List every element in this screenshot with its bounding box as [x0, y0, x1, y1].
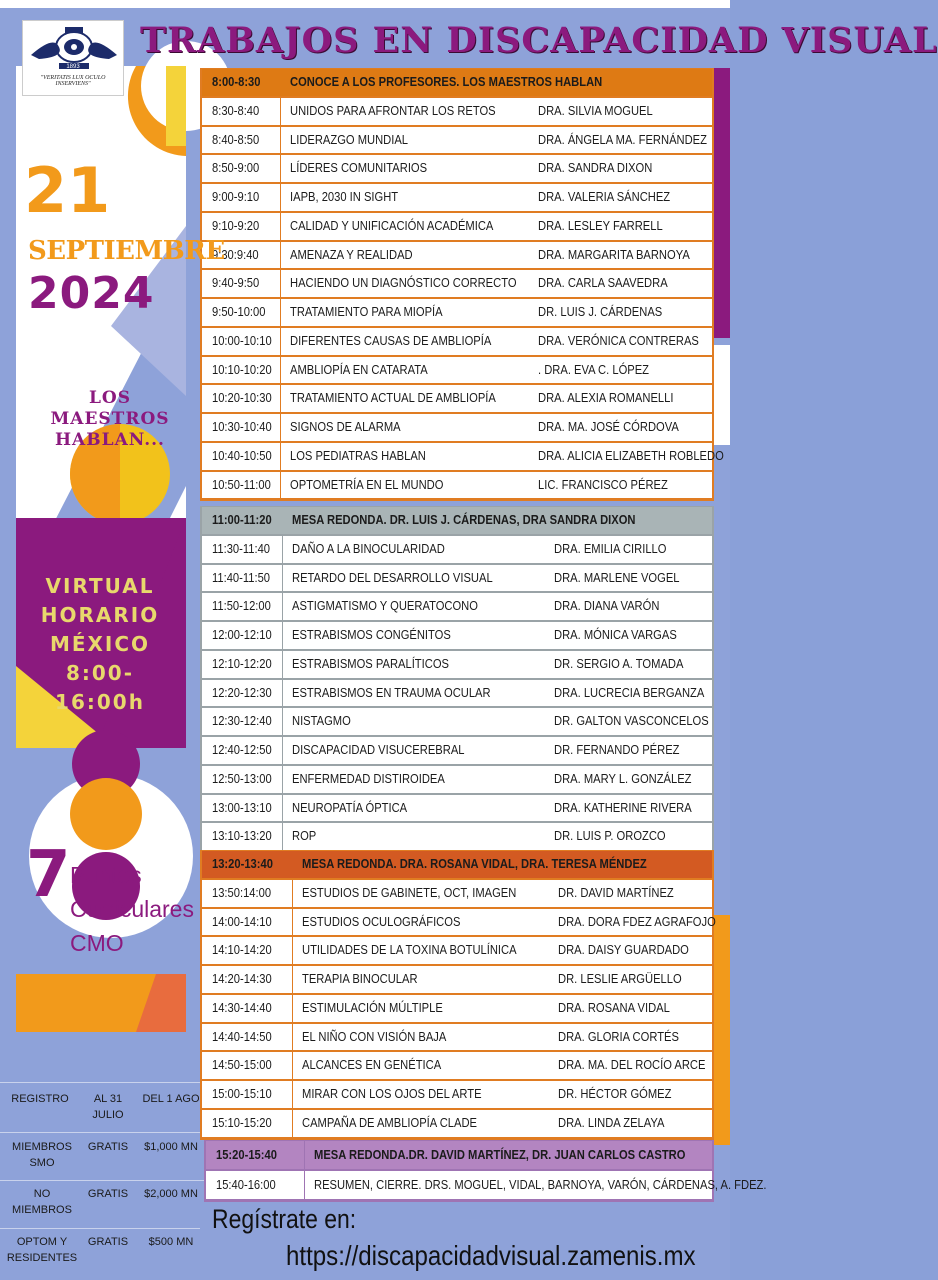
reg-cell: NO MIEMBROS	[12, 1188, 72, 1216]
reg-header: AL 31 JULIO	[92, 1093, 124, 1121]
session-speaker: DRA. ALICIA ELIZABETH ROBLEDO	[538, 447, 724, 463]
schedule-row	[206, 1171, 767, 1199]
cell-divider	[280, 184, 281, 211]
session-topic: TRATAMIENTO PARA MIOPÍA	[290, 304, 443, 319]
session-speaker: DRA. ROSANA VIDAL	[558, 999, 670, 1015]
cell-divider	[280, 155, 281, 182]
cell-divider	[304, 1141, 305, 1169]
register-url-link[interactable]: https://discapacidadvisual.zamenis.mx	[286, 1240, 696, 1271]
schedule-row	[202, 795, 712, 822]
cell-divider	[292, 880, 293, 907]
reg-cell: $2,000 MN	[144, 1188, 198, 1200]
session-time: 10:50-11:00	[212, 476, 271, 492]
session-topic: IAPB, 2030 IN SIGHT	[290, 189, 399, 204]
session-time: 9:30:9:40	[212, 246, 259, 262]
session-topic: ESTRABISMOS CONGÉNITOS	[292, 627, 451, 642]
session-topic: CONOCE A LOS PROFESORES. LOS MAESTROS HABLAN	[290, 74, 603, 89]
session-topic: AMBLIOPÍA EN CATARATA	[290, 361, 428, 377]
reg-row	[0, 1132, 204, 1180]
cell-divider	[292, 1081, 293, 1108]
virtual-line: VIRTUAL	[45, 574, 155, 598]
session-topic: UTILIDADES DE LA TOXINA BOTULÍNICA	[302, 942, 517, 958]
date-year: 2024	[28, 268, 155, 319]
points-line: Curriculares	[70, 896, 194, 922]
cell-divider	[282, 593, 283, 620]
session-speaker: LIC. FRANCISCO PÉREZ	[538, 476, 668, 492]
reg-header-row	[0, 1082, 204, 1130]
cell-divider	[292, 1110, 293, 1137]
session-time: 11:00-11:20	[212, 512, 272, 527]
reg-cell: MIEMBROS SMO	[12, 1141, 72, 1169]
reg-cell: $500 MN	[148, 1236, 194, 1248]
session-time: 9:50-10:00	[212, 304, 266, 319]
session-speaker: DR. LESLIE ARGÜELLO	[558, 971, 682, 986]
session-topic: MIRAR CON LOS OJOS DEL ARTE	[302, 1086, 482, 1101]
session-speaker: DRA. LESLEY FARRELL	[538, 217, 663, 233]
cell-divider	[280, 270, 281, 297]
reg-header: DEL 1 AGO	[142, 1093, 200, 1105]
session-time: 13:20-13:40	[212, 856, 273, 871]
session-topic: ESTIMULACIÓN MÚLTIPLE	[302, 999, 443, 1015]
session-time: 8:40-8:50	[212, 131, 260, 147]
session-topic: ESTUDIOS OCULOGRÁFICOS	[302, 913, 461, 929]
tagline-line: HABLAN...	[55, 430, 165, 450]
cell-divider	[304, 1171, 305, 1199]
session-speaker: DR. HÉCTOR GÓMEZ	[558, 1086, 672, 1101]
session-speaker: DR. DAVID MARTÍNEZ	[558, 884, 674, 900]
cell-divider	[282, 766, 283, 793]
schedule-header-row	[202, 507, 712, 534]
session-topic: EL NIÑO CON VISIÓN BAJA	[302, 1028, 447, 1044]
schedule-row	[202, 565, 712, 592]
schedule-row	[202, 1110, 712, 1137]
schedule-row	[202, 98, 712, 125]
session-topic: RESUMEN, CIERRE. DRS. MOGUEL, VIDAL, BARNOYA, VARÓN, CÁRDENAS, A. FDEZ.	[314, 1177, 767, 1192]
points-number: 7	[26, 838, 71, 912]
session-speaker: DRA. DAISY GUARDADO	[558, 942, 689, 958]
session-speaker: DRA. VERÓNICA CONTRERAS	[538, 332, 699, 348]
session-time: 11:30-11:40	[212, 540, 271, 556]
session-topic: DAÑO A LA BINOCULARIDAD	[292, 540, 445, 556]
session-speaker: DR. LUIS P. OROZCO	[554, 828, 666, 844]
schedule-row	[202, 184, 712, 211]
session-topic: CAMPAÑA DE AMBLIOPÍA CLADE	[302, 1114, 478, 1130]
session-topic: TRATAMIENTO ACTUAL DE AMBLIOPÍA	[290, 390, 496, 406]
schedule-block	[200, 68, 724, 501]
session-time: 14:40-14:50	[212, 1028, 272, 1044]
session-topic: MESA REDONDA. DR. LUIS J. CÁRDENAS, DRA SANDRA DIXON	[292, 512, 636, 527]
session-topic: ROP	[292, 828, 317, 844]
session-time: 10:00-10:10	[212, 332, 272, 348]
session-time: 12:20-12:30	[212, 684, 272, 700]
session-topic: ESTUDIOS DE GABINETE, OCT, IMAGEN	[302, 884, 517, 900]
virtual-line: MÉXICO	[49, 632, 151, 656]
schedule-row	[202, 242, 712, 269]
cell-divider	[282, 536, 283, 563]
session-topic: NISTAGMO	[292, 713, 351, 729]
session-time: 8:00-8:30	[212, 74, 261, 89]
session-time: 9:00-9:10	[212, 189, 260, 204]
session-topic: CALIDAD Y UNIFICACIÓN ACADÉMICA	[290, 217, 494, 233]
session-topic: NEUROPATÍA ÓPTICA	[292, 799, 408, 815]
session-topic: ESTRABISMOS EN TRAUMA OCULAR	[292, 684, 491, 700]
register-label: Regístrate en:	[212, 1204, 357, 1234]
points-text	[70, 858, 194, 960]
virtual-schedule	[30, 572, 170, 717]
session-speaker: DRA. CARLA SAAVEDRA	[538, 275, 668, 291]
session-time: 12:00-12:10	[212, 627, 272, 642]
schedule-row	[202, 622, 712, 649]
cell-divider	[280, 242, 281, 269]
logo-motto: "VERITATIS LUX OCULO INSERVIENS"	[40, 75, 106, 87]
schedule-row	[202, 1052, 712, 1079]
session-speaker: DRA. SILVIA MOGUEL	[538, 102, 653, 118]
cell-divider	[282, 708, 283, 735]
cell-divider	[280, 299, 281, 326]
cell-divider	[292, 995, 293, 1022]
session-speaker: DRA. MARY L. GONZÁLEZ	[554, 770, 692, 786]
cell-divider	[280, 127, 281, 154]
cell-divider	[282, 795, 283, 822]
session-speaker: DRA. KATHERINE RIVERA	[554, 799, 692, 815]
cell-divider	[292, 1052, 293, 1079]
session-time: 15:40-16:00	[216, 1177, 276, 1192]
cell-divider	[280, 472, 281, 499]
session-speaker: DRA. MÓNICA VARGAS	[554, 627, 677, 642]
session-speaker: DRA. EMILIA CIRILLO	[554, 540, 667, 556]
schedule-row	[202, 708, 712, 735]
session-speaker: DRA. LUCRECIA BERGANZA	[554, 684, 705, 700]
session-time: 12:50-13:00	[212, 770, 272, 786]
schedule-row	[202, 593, 712, 620]
session-time: 10:40-10:50	[212, 447, 272, 463]
session-topic: LÍDERES COMUNITARIOS	[290, 160, 428, 176]
cell-divider	[280, 328, 281, 355]
schedule-row	[202, 651, 712, 678]
schedule-block	[200, 850, 714, 1140]
session-time: 14:00-14:10	[212, 913, 272, 929]
schedule-row	[202, 1024, 712, 1051]
session-time: 14:50-15:00	[212, 1057, 272, 1073]
cell-divider	[282, 823, 283, 850]
reg-cell: GRATIS	[87, 1236, 129, 1248]
session-time: 12:30-12:40	[212, 713, 272, 729]
session-topic: OPTOMETRÍA EN EL MUNDO	[290, 476, 444, 492]
virtual-line: 8:00-16:00h	[55, 661, 145, 714]
session-time: 9:10-9:20	[212, 217, 260, 233]
session-speaker: DRA. VALERIA SÁNCHEZ	[538, 189, 671, 204]
session-time: 8:30-8:40	[212, 102, 260, 118]
page-title: TRABAJOS EN DISCAPACIDAD VISUAL	[140, 20, 938, 61]
session-speaker: DR. FERNANDO PÉREZ	[554, 742, 680, 757]
session-speaker: DRA. DIANA VARÓN	[554, 598, 660, 614]
session-topic: ASTIGMATISMO Y QUERATOCONO	[292, 598, 478, 614]
session-topic: ESTRABISMOS PARALÍTICOS	[292, 655, 449, 671]
schedule-row	[202, 880, 712, 907]
session-time: 12:40-12:50	[212, 742, 272, 757]
schedule-row	[202, 766, 712, 793]
session-topic: ALCANCES EN GENÉTICA	[302, 1057, 442, 1073]
schedule-row	[202, 357, 712, 384]
schedule-row	[202, 127, 712, 154]
session-topic: UNIDOS PARA AFRONTAR LOS RETOS	[290, 102, 496, 118]
tagline-line: LOS	[88, 388, 132, 408]
schedule-row	[202, 1081, 712, 1108]
schedule-row	[202, 536, 712, 563]
session-speaker: DRA. MARGARITA BARNOYA	[538, 246, 690, 262]
reg-row	[0, 1180, 204, 1228]
session-time: 15:00-15:10	[212, 1086, 272, 1101]
session-time: 15:20-15:40	[216, 1147, 277, 1162]
session-topic: MESA REDONDA. DRA. ROSANA VIDAL, DRA. TERESA MÉNDEZ	[302, 856, 647, 871]
schedule-row	[202, 937, 712, 964]
session-speaker: DRA. MA. DEL ROCÍO ARCE	[558, 1057, 706, 1073]
schedule-row	[202, 270, 712, 297]
schedule-row	[202, 414, 712, 441]
schedule-header-row	[202, 69, 712, 96]
virtual-line: HORARIO	[40, 603, 160, 627]
date-day: 21	[24, 154, 111, 227]
schedule-row	[202, 966, 712, 993]
reg-cell: GRATIS	[87, 1141, 129, 1153]
schedule-row	[202, 737, 712, 764]
points-line: Puntos	[70, 862, 142, 888]
reg-header: REGISTRO	[11, 1093, 69, 1105]
session-time: 9:40-9:50	[212, 275, 260, 291]
schedule-row	[202, 328, 712, 355]
schedule-row	[202, 472, 712, 499]
session-topic: LIDERAZGO MUNDIAL	[290, 131, 409, 147]
cell-divider	[292, 1024, 293, 1051]
session-time: 10:30-10:40	[212, 419, 272, 434]
session-time: 10:10-10:20	[212, 361, 272, 377]
session-speaker: DRA. DORA FDEZ AGRAFOJO	[558, 913, 716, 929]
reg-cell: $1,000 MN	[144, 1141, 198, 1153]
session-speaker: DRA. LINDA ZELAYA	[558, 1114, 665, 1130]
session-topic: RETARDO DEL DESARROLLO VISUAL	[292, 569, 493, 585]
schedule-row	[202, 385, 712, 412]
schedule-block	[204, 1140, 767, 1202]
registration-table	[0, 1082, 204, 1280]
cell-divider	[280, 357, 281, 384]
session-speaker: DRA. ALEXIA ROMANELLI	[538, 390, 674, 406]
points-line: CMO	[70, 930, 124, 956]
session-speaker: DRA. ÁNGELA MA. FERNÁNDEZ	[538, 131, 707, 147]
date-month: SEPTIEMBRE	[28, 236, 225, 266]
session-time: 8:50-9:00	[212, 160, 260, 176]
cell-divider	[280, 414, 281, 441]
cell-divider	[282, 737, 283, 764]
tagline-line: MAESTROS	[50, 409, 170, 429]
session-time: 10:20-10:30	[212, 390, 272, 406]
schedule-header-row	[206, 1141, 712, 1169]
session-speaker: . DRA. EVA C. LÓPEZ	[538, 361, 650, 377]
session-topic: AMENAZA Y REALIDAD	[290, 246, 413, 262]
logo-year: 1893	[66, 64, 80, 70]
cell-divider	[282, 651, 283, 678]
schedule-row	[202, 299, 712, 326]
cell-divider	[292, 937, 293, 964]
session-topic: TERAPIA BINOCULAR	[302, 971, 418, 986]
cell-divider	[280, 98, 281, 125]
schedule-row	[202, 823, 712, 850]
session-topic: LOS PEDIATRAS HABLAN	[290, 447, 426, 463]
session-speaker: DRA. GLORIA CORTÉS	[558, 1028, 679, 1044]
session-topic: MESA REDONDA.DR. DAVID MARTÍNEZ, DR. JUAN CARLOS CASTRO	[314, 1147, 686, 1162]
reg-row	[0, 1228, 204, 1280]
session-time: 13:10-13:20	[212, 828, 272, 844]
session-time: 13:00-13:10	[212, 799, 272, 815]
tagline	[40, 388, 180, 451]
schedule-row	[202, 443, 724, 470]
session-speaker: DRA. MARLENE VOGEL	[554, 569, 680, 585]
session-time: 13:50:14:00	[212, 884, 272, 900]
cell-divider	[280, 385, 281, 412]
session-topic: HACIENDO UN DIAGNÓSTICO CORRECTO	[290, 275, 517, 291]
session-speaker: DRA. SANDRA DIXON	[538, 160, 653, 176]
session-time: 15:10-15:20	[212, 1114, 272, 1130]
session-speaker: DR. LUIS J. CÁRDENAS	[538, 304, 663, 319]
cell-divider	[280, 443, 281, 470]
cell-divider	[282, 622, 283, 649]
reg-cell: GRATIS	[87, 1188, 129, 1200]
session-time: 14:10-14:20	[212, 942, 272, 958]
session-time: 11:50-12:00	[212, 598, 271, 614]
session-topic: DISCAPACIDAD VISUCEREBRAL	[292, 742, 465, 757]
schedule-row	[202, 995, 712, 1022]
session-speaker: DR. SERGIO A. TOMADA	[554, 655, 684, 671]
schedule-row	[202, 909, 716, 936]
session-speaker: DR. GALTON VASCONCELOS	[554, 713, 709, 729]
session-topic: ENFERMEDAD DISTIROIDEA	[292, 770, 445, 786]
schedule-header-row	[202, 851, 712, 878]
cell-divider	[292, 966, 293, 993]
logo	[22, 20, 124, 96]
schedule-row	[202, 680, 712, 707]
session-time: 14:30-14:40	[212, 999, 272, 1015]
cell-divider	[282, 565, 283, 592]
schedule-block	[200, 506, 714, 853]
cell-divider	[292, 909, 293, 936]
session-topic: SIGNOS DE ALARMA	[290, 419, 401, 434]
cell-divider	[280, 213, 281, 240]
session-time: 12:10-12:20	[212, 655, 272, 671]
schedule-row	[202, 213, 712, 240]
reg-cell: OPTOM Y RESIDENTES	[6, 1236, 78, 1264]
schedule-row	[202, 155, 712, 182]
session-speaker: DRA. MA. JOSÉ CÓRDOVA	[538, 419, 679, 434]
session-time: 11:40-11:50	[212, 569, 271, 585]
session-time: 14:20-14:30	[212, 971, 272, 986]
session-topic: DIFERENTES CAUSAS DE AMBLIOPÍA	[290, 332, 492, 348]
cell-divider	[282, 680, 283, 707]
